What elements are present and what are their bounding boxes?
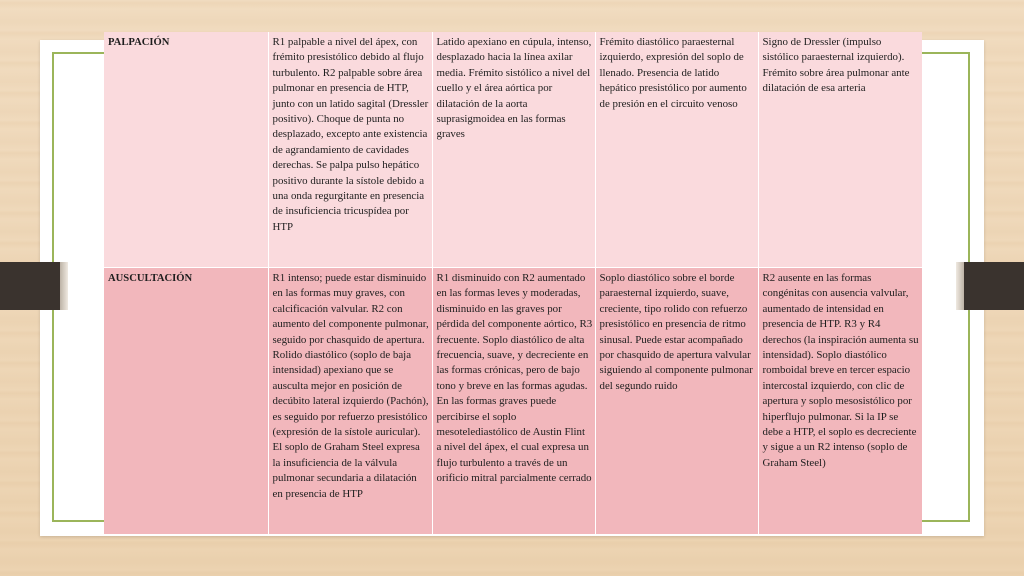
table-cell: Soplo diastólico sobre el borde paraesternal izquierdo, suave, creciente, tipo rolido con refuerzo presistólico en presencia de ritmo sinusal. Puede estar acompañado por chasquido de apertura valvular siguiendo al componente pulmonar del segundo ruido [595,268,758,535]
table-cell: R1 palpable a nivel del ápex, con frémito presistólico debido al flujo turbulento. R2 palpable sobre área pulmonar en presencia de HTP, junto con un latido sagital (Dressler positivo). Choque de punta no desplazado, excepto ante existencia de agrandamiento de cavidades derechas. Se palpa pulso hepático positivo durante la sístole debido a una onda regurgitante en presencia de insuficiencia tricuspídea por HTP [268,32,432,268]
table-cell [268,268,432,535]
right-tab-decoration [964,262,1024,310]
row-label: AUSCULTACIÓN [104,268,268,535]
cell-text: R1 intenso; puede estar disminuido en las formas muy graves, con calcificación valvular. R2 con aumento del componente pulmonar, seguido por chasquido de apertura. Rolido diastólico (soplo de baja intensidad) apexiano que se ausculta mejor en posición de decúbito lateral izquierdo (Pachón), es seguido por refuerzo presistólico (expresión de la sístole auricular). [272,272,429,439]
table-cell: Frémito diastólico paraesternal izquierdo, expresión del soplo de llenado. Presencia de latido hepático presistólico por aumento de presión en el circuito venoso [595,32,758,268]
table-row-auscultacion [104,268,922,535]
table-cell: Latido apexiano en cúpula, intenso, desplazado hacia la línea axilar media. Frémito sistólico a nivel del cuello y el área aórtica por dilatación de la aorta suprasigmoidea en las formas graves [432,32,595,268]
table-cell: R1 disminuido con R2 aumentado en las formas leves y moderadas, disminuido en las graves por pérdida del componente aórtico, R3 frecuente. Soplo diastólico de alta frecuencia, suave, y decreciente en las formas crónicas, pero de bajo tono y breve en las formas agudas. En las formas graves puede percibirse el soplo mesotelediastólico de Austin Flint a nivel del ápex, el cual expresa un flujo turbulento a través de un orificio mitral parcialmente cerrado [432,268,595,535]
left-tab-decoration [0,262,60,310]
row-label: PALPACIÓN [104,32,268,268]
table-row-palpacion [104,32,922,268]
table-cell: R2 ausente en las formas congénitas con ausencia valvular, aumentado de intensidad en presencia de HTP. R3 y R4 derechos (la inspiración aumenta su intensidad). Soplo diastólico romboidal breve en tercer espacio intercostal izquierdo, con clic de apertura y soplo mesosistólico por hiperflujo pulmonar. Si la IP se debe a HTP, el soplo es decreciente y sigue a un R2 intenso (soplo de Graham Steel) [758,268,922,535]
clinical-findings-table [104,32,922,534]
table-cell: Signo de Dressler (impulso sistólico paraesternal izquierdo). Frémito sobre área pulmonar ante dilatación de esa arteria [758,32,922,268]
cell-text-extra: El soplo de Graham Steel expresa la insuficiencia de la válvula pulmonar secundaria a dilatación en presencia de HTP [272,441,420,500]
